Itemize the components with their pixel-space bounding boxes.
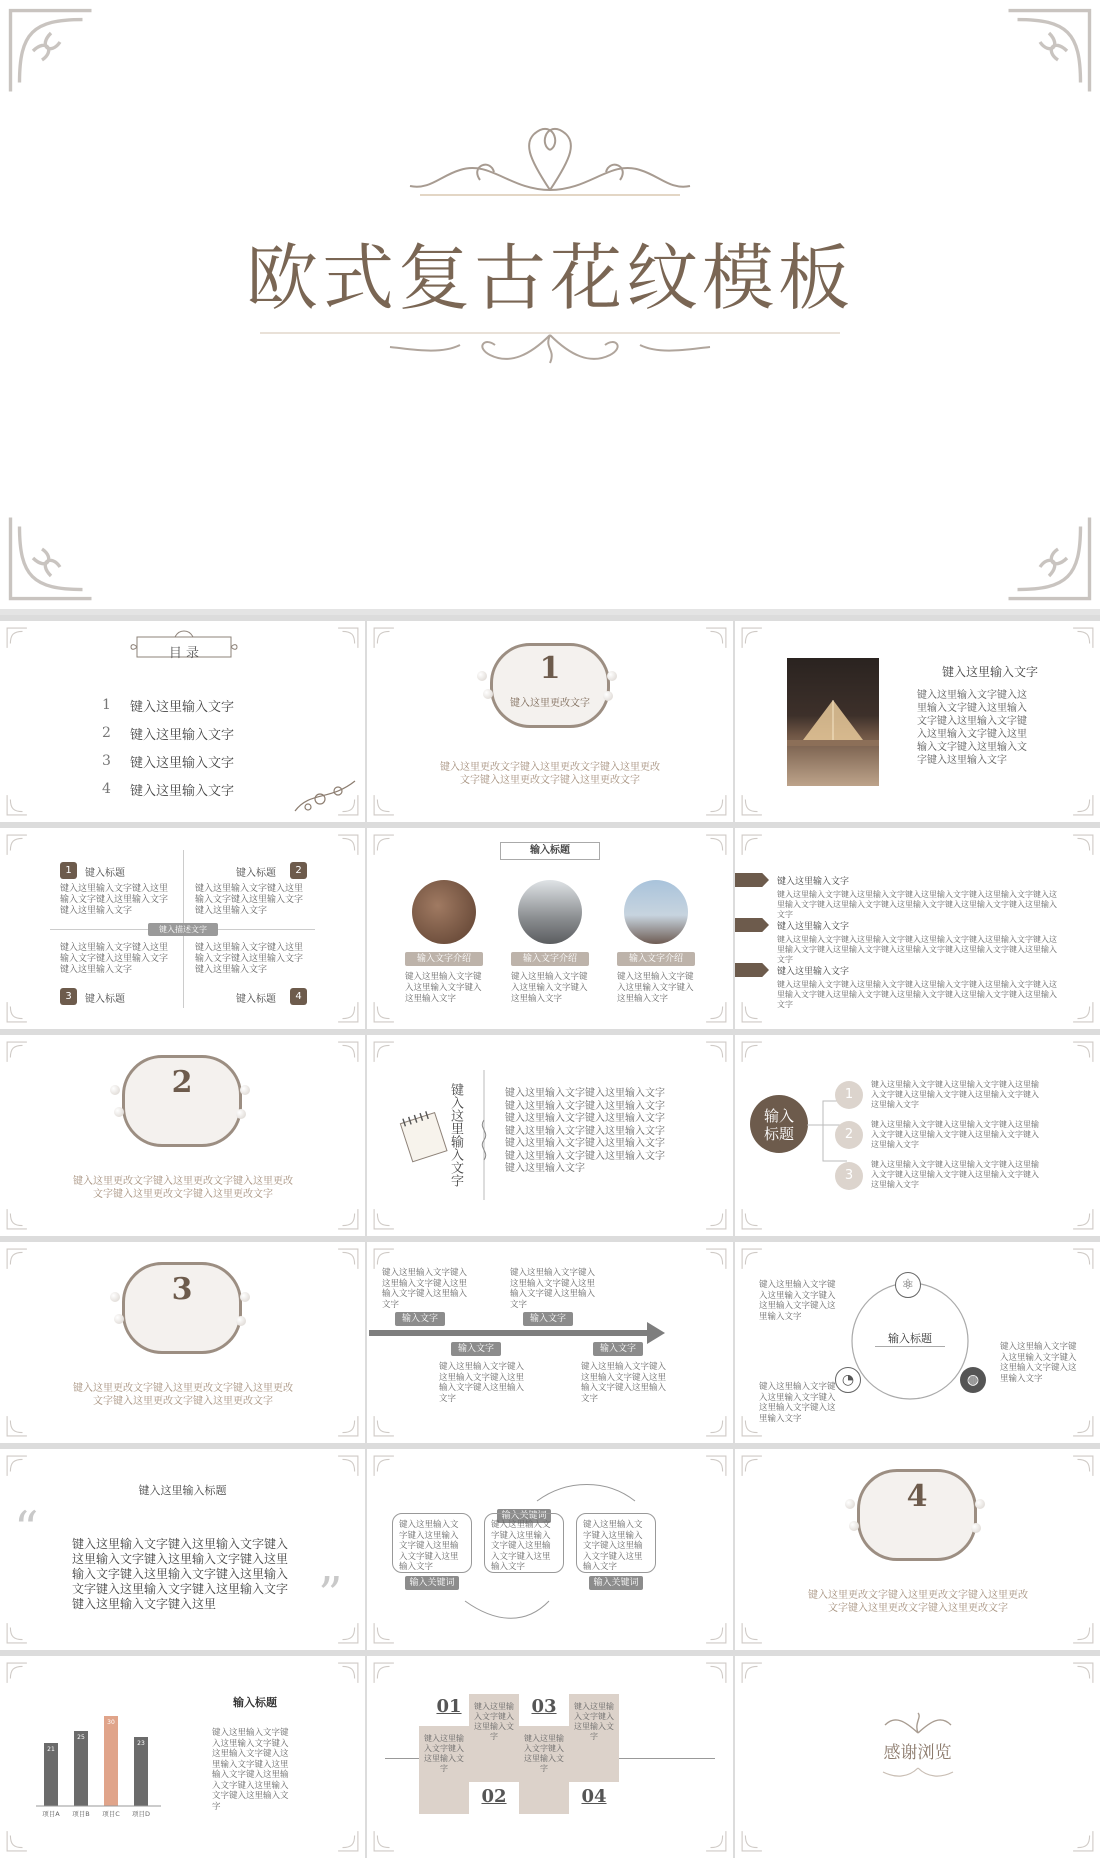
quote-close-icon: ” bbox=[318, 1567, 343, 1623]
corner-ornament bbox=[741, 1001, 763, 1023]
bar bbox=[104, 1716, 118, 1806]
corner-ornament bbox=[741, 1041, 763, 1063]
arrow-text: 键入这里输入文字键入这里输入文字键入这里输入文字键入这里输入文字键入这里输入文字键入这里输入文字键入这里输入文字键入这里输入文字键入这里输入文字 bbox=[777, 980, 1057, 1009]
quad-text: 键入这里输入文字键入这里输入文字键入这里输入文字键入这里输入文字 bbox=[60, 884, 169, 916]
keyword-box: 键入这里输入文字键入这里输入文字键入这里输入文字键入这里输入文字 bbox=[484, 1513, 564, 1573]
arrows-slide[interactable] bbox=[735, 828, 1100, 1029]
corner-ornament bbox=[373, 1830, 395, 1852]
circles-title: 输入标题 bbox=[500, 842, 600, 860]
corner-ornament bbox=[741, 834, 763, 856]
section-subtitle: 键入这里更改文字 bbox=[510, 698, 590, 709]
list3-badge: 3 bbox=[835, 1162, 863, 1190]
section-number: 3 bbox=[171, 1272, 193, 1307]
list3-circle-text: 输入标题 bbox=[763, 1107, 794, 1143]
corner-ornament bbox=[1072, 794, 1094, 816]
corner-ornament bbox=[705, 1208, 727, 1230]
corner-ornament bbox=[373, 1455, 395, 1477]
cycle-slide[interactable] bbox=[735, 1242, 1100, 1443]
section-2-slide[interactable] bbox=[0, 1035, 365, 1236]
coffee-photo bbox=[412, 880, 476, 944]
corner-ornament bbox=[6, 1248, 28, 1270]
corner-ornament bbox=[741, 1830, 763, 1852]
quad-title: 键入标题 bbox=[236, 994, 276, 1005]
quad-title: 键入标题 bbox=[236, 868, 276, 879]
bar-category-label: 项目C bbox=[102, 1810, 120, 1818]
corner-ornament bbox=[6, 1415, 28, 1437]
corner-ornament bbox=[705, 1662, 727, 1684]
castle-photo bbox=[518, 880, 582, 944]
corner-ornament bbox=[337, 1001, 359, 1023]
quote-body: 键入这里输入文字键入这里输入文字键入这里输入文字键入这里输入文字键入这里输入文字键入这里输入文字键入这里输入文字键入这里输入文字键入这里输入文字键入这里输入文字键入这里 bbox=[72, 1537, 289, 1611]
corner-ornament bbox=[1072, 627, 1094, 649]
keyword-box: 键入这里输入文字键入这里输入文字键入这里输入文字键入这里输入文字 bbox=[576, 1513, 656, 1573]
quote-slide[interactable] bbox=[0, 1449, 365, 1650]
cycle-text: 键入这里输入文字键入这里输入文字键入这里输入文字键入这里输入文字 bbox=[759, 1280, 836, 1322]
list3-text: 键入这里输入文字键入这里输入文字键入这里输入文字键入这里输入文字键入这里输入文字键入这里输入文字 bbox=[871, 1080, 1039, 1109]
keyword-tag: 输入关键词 bbox=[497, 1509, 551, 1523]
corner-ornament bbox=[1072, 1248, 1094, 1270]
thanks-text: 感谢浏览 bbox=[883, 1743, 952, 1763]
quad-badge: 2 bbox=[290, 862, 307, 879]
quad-text: 键入这里输入文字键入这里输入文字键入这里输入文字键入这里输入文字 bbox=[195, 884, 304, 916]
step-number: 02 bbox=[481, 1786, 507, 1807]
step-box: 键入这里输入文字键入这里输入文字 bbox=[469, 1694, 519, 1782]
step-box: 键入这里输入文字键入这里输入文字 bbox=[419, 1726, 469, 1814]
timeline-text: 键入这里输入文字键入这里输入文字键入这里输入文字键入这里输入文字 bbox=[510, 1268, 596, 1310]
corner-ornament bbox=[1072, 1415, 1094, 1437]
corner-ornament bbox=[1072, 1001, 1094, 1023]
corner-ornament bbox=[6, 1455, 28, 1477]
corner-ornament bbox=[337, 1208, 359, 1230]
section-number: 1 bbox=[539, 651, 561, 686]
corner-ornament bbox=[6, 1830, 28, 1852]
timeline-text: 键入这里输入文字键入这里输入文字键入这里输入文字键入这里输入文字 bbox=[581, 1362, 667, 1404]
corner-ornament bbox=[373, 1001, 395, 1023]
corner-ornament bbox=[705, 627, 727, 649]
corner-ornament bbox=[6, 1622, 28, 1644]
corner-ornament bbox=[6, 1001, 28, 1023]
corner-ornament bbox=[741, 1208, 763, 1230]
corner-ornament bbox=[6, 6, 96, 96]
timeline-tag: 输入文字 bbox=[593, 1342, 643, 1356]
pie-icon: ◔ bbox=[835, 1367, 861, 1393]
corner-ornament bbox=[1072, 834, 1094, 856]
step-number: 01 bbox=[436, 1696, 462, 1717]
thanks-slide[interactable] bbox=[735, 1656, 1100, 1858]
atom-icon: ⚛ bbox=[895, 1272, 921, 1298]
arrow-icon bbox=[735, 873, 769, 887]
arrow-title: 键入这里输入文字 bbox=[777, 967, 850, 977]
quote-title: 键入这里输入标题 bbox=[138, 1484, 227, 1497]
circle-text: 键入这里输入文字键入这里输入文字键入这里输入文字 bbox=[511, 972, 588, 1004]
corner-ornament bbox=[1004, 513, 1094, 603]
notebook-slide[interactable] bbox=[367, 1035, 733, 1236]
quad-badge: 4 bbox=[290, 988, 307, 1005]
corner-ornament bbox=[373, 1662, 395, 1684]
corner-ornament bbox=[337, 1415, 359, 1437]
corner-ornament bbox=[741, 1622, 763, 1644]
corner-ornament bbox=[705, 1001, 727, 1023]
circle-text: 键入这里输入文字键入这里输入文字键入这里输入文字 bbox=[617, 972, 694, 1004]
keyword-box: 键入这里输入文字键入这里输入文字键入这里输入文字键入这里输入文字 bbox=[392, 1513, 472, 1573]
corner-ornament bbox=[337, 1455, 359, 1477]
toc-item[interactable]: 4 键入这里输入文字 bbox=[102, 781, 235, 799]
corner-ornament bbox=[1072, 1041, 1094, 1063]
bar-value-label: 30 bbox=[107, 1719, 115, 1726]
corner-ornament bbox=[705, 1415, 727, 1437]
notebook-body: 键入这里输入文字键入这里输入文字键入这里输入文字键入这里输入文字键入这里输入文字键入这里输入文字键入这里输入文字键入这里输入文字键入这里输入文字键入这里输入文字键入这里输入文字键入这里输入文字键入这里输入文字 bbox=[505, 1088, 665, 1174]
toc-item[interactable]: 1 键入这里输入文字 bbox=[102, 697, 235, 715]
bar-chart bbox=[36, 1696, 166, 1826]
quad-title: 键入标题 bbox=[85, 868, 125, 879]
section-3-slide[interactable] bbox=[0, 1242, 365, 1443]
corner-ornament bbox=[337, 1830, 359, 1852]
quad-badge: 3 bbox=[60, 988, 77, 1005]
bars-slide[interactable] bbox=[0, 1656, 365, 1858]
corner-ornament bbox=[337, 1248, 359, 1270]
arrow-title: 键入这里输入文字 bbox=[777, 922, 850, 932]
corner-ornament bbox=[337, 1041, 359, 1063]
cycle-center: 输入标题 bbox=[875, 1330, 945, 1347]
corner-ornament bbox=[337, 1662, 359, 1684]
corner-ornament bbox=[373, 627, 395, 649]
section-4-slide[interactable] bbox=[735, 1449, 1100, 1650]
globe-icon: ◍ bbox=[960, 1367, 986, 1393]
corner-ornament bbox=[373, 1248, 395, 1270]
toc-heading: 目 录 bbox=[168, 646, 200, 661]
circle-label: 输入文字介绍 bbox=[511, 952, 589, 966]
corner-ornament bbox=[337, 834, 359, 856]
section-body: 键入这里更改文字键入这里更改文字键入这里更改文字键入这里更改文字键入这里更改文字 bbox=[808, 1590, 1028, 1614]
corner-ornament bbox=[337, 794, 359, 816]
timeline-tag: 输入文字 bbox=[523, 1312, 573, 1326]
corner-ornament bbox=[6, 794, 28, 816]
corner-ornament bbox=[373, 794, 395, 816]
arrow-text: 键入这里输入文字键入这里输入文字键入这里输入文字键入这里输入文字键入这里输入文字键入这里输入文字键入这里输入文字键入这里输入文字键入这里输入文字 bbox=[777, 890, 1057, 919]
corner-ornament bbox=[705, 1455, 727, 1477]
corner-ornament bbox=[6, 1208, 28, 1230]
quad-badge: 1 bbox=[60, 862, 77, 879]
corner-ornament bbox=[1072, 1662, 1094, 1684]
corner-ornament bbox=[705, 1248, 727, 1270]
step-number: 04 bbox=[581, 1786, 607, 1807]
timeline-arrow bbox=[369, 1330, 649, 1336]
section-body: 键入这里更改文字键入这里更改文字键入这里更改文字键入这里更改文字键入这里更改文字 bbox=[73, 1176, 293, 1200]
corner-ornament bbox=[1072, 1830, 1094, 1852]
bar bbox=[134, 1737, 148, 1806]
corner-ornament bbox=[6, 513, 96, 603]
circle-label: 输入文字介绍 bbox=[617, 952, 695, 966]
corner-ornament bbox=[705, 1041, 727, 1063]
cover-slide[interactable] bbox=[0, 0, 1100, 615]
keyword-tag: 输入关键词 bbox=[589, 1576, 643, 1590]
toc-item[interactable]: 3 键入这里输入文字 bbox=[102, 753, 235, 771]
toc-list bbox=[102, 691, 292, 803]
bars-title: 输入标题 bbox=[233, 1696, 277, 1709]
quad-slide[interactable] bbox=[0, 828, 365, 1029]
corner-ornament bbox=[1072, 1622, 1094, 1644]
bar-category-label: 项目B bbox=[72, 1810, 90, 1818]
quad-text: 键入这里输入文字键入这里输入文字键入这里输入文字键入这里输入文字 bbox=[195, 943, 304, 975]
cycle-text: 键入这里输入文字键入这里输入文字键入这里输入文字键入这里输入文字 bbox=[1000, 1342, 1077, 1384]
timeline-tag: 输入文字 bbox=[451, 1342, 501, 1356]
section-body: 键入这里更改文字键入这里更改文字键入这里更改文字键入这里更改文字键入这里更改文字 bbox=[440, 762, 660, 786]
list3-text: 键入这里输入文字键入这里输入文字键入这里输入文字键入这里输入文字键入这里输入文字键入这里输入文字 bbox=[871, 1160, 1039, 1189]
timeline-slide[interactable] bbox=[367, 1242, 733, 1443]
section-number: 4 bbox=[906, 1479, 928, 1514]
arrow-text: 键入这里输入文字键入这里输入文字键入这里输入文字键入这里输入文字键入这里输入文字键入这里输入文字键入这里输入文字键入这里输入文字键入这里输入文字 bbox=[777, 935, 1057, 964]
photo-title: 键入这里输入文字 bbox=[941, 665, 1038, 679]
corner-ornament bbox=[705, 794, 727, 816]
section-number: 2 bbox=[171, 1065, 193, 1100]
list3-badge: 2 bbox=[835, 1121, 863, 1149]
quote-open-icon: “ bbox=[14, 1501, 39, 1557]
corner-ornament bbox=[741, 794, 763, 816]
corner-ornament bbox=[337, 1622, 359, 1644]
corner-ornament bbox=[373, 1622, 395, 1644]
corner-ornament bbox=[6, 1662, 28, 1684]
vertical-title: 键入这里输入文字 bbox=[448, 1083, 463, 1187]
quad-title: 键入标题 bbox=[85, 994, 125, 1005]
notebook-icon bbox=[395, 1105, 453, 1165]
timeline-text: 键入这里输入文字键入这里输入文字键入这里输入文字键入这里输入文字 bbox=[439, 1362, 525, 1404]
corner-ornament bbox=[705, 834, 727, 856]
corner-ornament bbox=[705, 1622, 727, 1644]
keywords-slide[interactable] bbox=[367, 1449, 733, 1650]
vertical-divider bbox=[477, 1070, 491, 1200]
corner-ornament bbox=[741, 1248, 763, 1270]
corner-ornament bbox=[373, 1041, 395, 1063]
section-1-slide[interactable] bbox=[367, 621, 733, 822]
toc-item[interactable]: 2 键入这里输入文字 bbox=[102, 725, 235, 743]
keyword-tag: 输入关键词 bbox=[405, 1576, 459, 1590]
list3-slide[interactable] bbox=[735, 1035, 1100, 1236]
step-box: 键入这里输入文字键入这里输入文字 bbox=[519, 1726, 569, 1814]
pyramid-photo bbox=[787, 658, 879, 786]
photo-body: 键入这里输入文字键入这里输入文字键入这里输入文字键入这里输入文字键入这里输入文字键入这里输入文字键入这里输入文字键入这里输入文字 bbox=[917, 690, 1027, 766]
quad-text: 键入这里输入文字键入这里输入文字键入这里输入文字键入这里输入文字 bbox=[60, 943, 169, 975]
bar-value-label: 23 bbox=[137, 1740, 145, 1747]
top-flourish bbox=[400, 120, 700, 200]
corner-ornament bbox=[373, 1415, 395, 1437]
step-number: 03 bbox=[531, 1696, 557, 1717]
circle-label: 输入文字介绍 bbox=[405, 952, 483, 966]
corner-ornament bbox=[741, 1662, 763, 1684]
corner-ornament bbox=[741, 1455, 763, 1477]
corner-ornament bbox=[741, 627, 763, 649]
section-body: 键入这里更改文字键入这里更改文字键入这里更改文字键入这里更改文字键入这里更改文字 bbox=[73, 1383, 293, 1407]
bottom-flourish bbox=[260, 325, 840, 375]
quad-center: 键入描述文字 bbox=[148, 923, 218, 936]
bars-text: 键入这里输入文字键入这里输入文字键入这里输入文字键入这里输入文字键入这里输入文字键入这里输入文字键入这里输入文字键入这里输入文字 bbox=[212, 1728, 289, 1812]
timeline-text: 键入这里输入文字键入这里输入文字键入这里输入文字键入这里输入文字 bbox=[382, 1268, 468, 1310]
thanks-flourish-bottom bbox=[875, 1766, 961, 1780]
steps-slide[interactable] bbox=[367, 1656, 733, 1858]
bar-value-label: 25 bbox=[77, 1734, 85, 1741]
corner-ornament bbox=[373, 834, 395, 856]
corner-ornament bbox=[741, 1415, 763, 1437]
bar-category-label: 项目A bbox=[42, 1810, 60, 1818]
corner-ornament bbox=[337, 627, 359, 649]
circles-slide[interactable] bbox=[367, 828, 733, 1029]
arrow-title: 键入这里输入文字 bbox=[777, 877, 850, 887]
bar-category-label: 项目D bbox=[131, 1810, 151, 1818]
corner-ornament bbox=[6, 1041, 28, 1063]
corner-ornament bbox=[6, 834, 28, 856]
circle-text: 键入这里输入文字键入这里输入文字键入这里输入文字 bbox=[405, 972, 482, 1004]
arrow-icon bbox=[735, 918, 769, 932]
bar-value-label: 21 bbox=[47, 1746, 55, 1753]
step-box: 键入这里输入文字键入这里输入文字 bbox=[569, 1694, 619, 1782]
corner-ornament bbox=[1072, 1455, 1094, 1477]
arrow-icon bbox=[735, 963, 769, 977]
cycle-text: 键入这里输入文字键入这里输入文字键入这里输入文字键入这里输入文字 bbox=[759, 1382, 836, 1424]
corner-ornament bbox=[1072, 1208, 1094, 1230]
cover-title: 欧式复古花纹模板 bbox=[245, 236, 854, 320]
corner-ornament bbox=[373, 1208, 395, 1230]
corner-ornament bbox=[1004, 6, 1094, 96]
list3-text: 键入这里输入文字键入这里输入文字键入这里输入文字键入这里输入文字键入这里输入文字键入这里输入文字 bbox=[871, 1120, 1039, 1149]
bar bbox=[74, 1731, 88, 1806]
thanks-flourish bbox=[865, 1711, 971, 1735]
bigben-photo bbox=[624, 880, 688, 944]
list3-badge: 1 bbox=[835, 1081, 863, 1109]
corner-ornament bbox=[705, 1830, 727, 1852]
timeline-tag: 输入文字 bbox=[395, 1312, 445, 1326]
photo-slide[interactable] bbox=[735, 621, 1100, 822]
corner-ornament bbox=[6, 627, 28, 649]
toc-slide[interactable] bbox=[0, 621, 365, 822]
